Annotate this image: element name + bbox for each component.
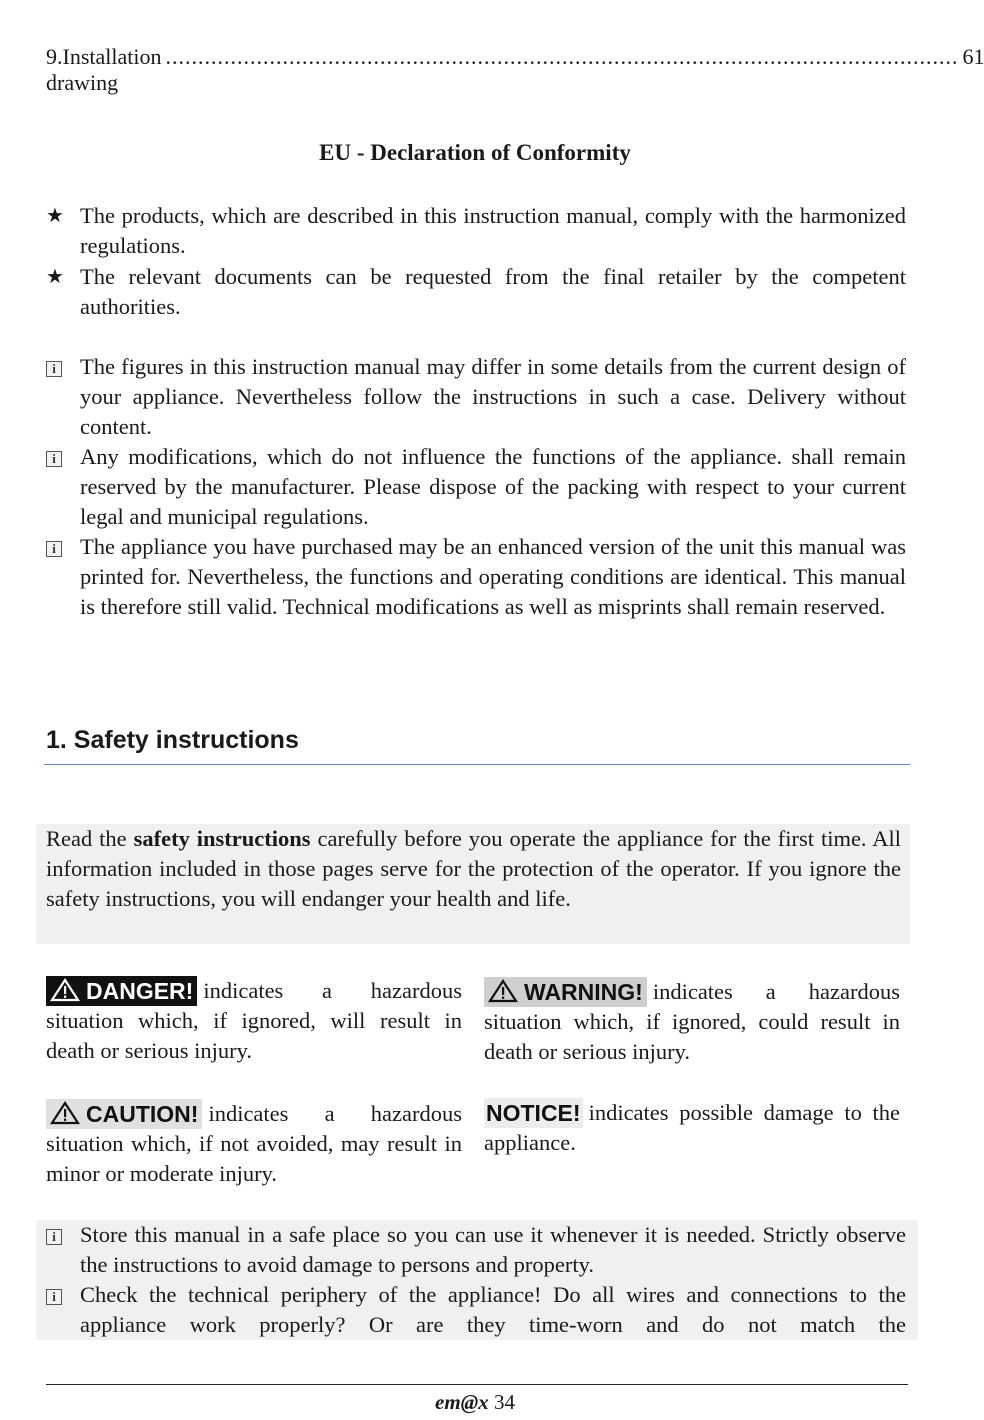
info-icon: i <box>46 1289 62 1305</box>
info-item-text: The appliance you have purchased may be an enhanced version of the unit this manual was printed for. Nevertheless, the functions and operating conditions are identical. This manual is therefore still valid. Technical modifications as well as misprints shall remain reserved. <box>80 534 906 619</box>
page-footer <box>0 1390 950 1415</box>
danger-label-text: DANGER! <box>86 978 194 1004</box>
caution-text: indicates a hazardous situation which, if not avoided, may result in minor or moderate injury. <box>46 1101 462 1186</box>
warning-label <box>484 977 647 1007</box>
info-item <box>46 352 906 442</box>
info-icon: i <box>46 541 62 557</box>
page-number: 34 <box>493 1390 515 1414</box>
caution-label-text: CAUTION! <box>86 1101 199 1127</box>
info-item-text: Check the technical periphery of the appliance! Do all wires and connections to the appliance work properly? Or are they time-worn and do not match the <box>80 1282 906 1337</box>
warning-triangle-icon <box>50 1101 80 1125</box>
notice-label: NOTICE! <box>486 1100 581 1126</box>
warning-text: indicates a hazardous situation which, if ignored, could result in death or serious injury. <box>484 979 900 1064</box>
star-icon: ★ <box>46 266 64 288</box>
toc-entry <box>46 44 984 95</box>
caution-definition <box>46 1099 462 1189</box>
info-item-text: Store this manual in a safe place so you can use it whenever it is needed. Strictly observe the instructions to avoid damage to persons and property. <box>80 1222 906 1277</box>
info-item <box>46 1280 906 1340</box>
info-item <box>46 532 906 622</box>
star-item-text: The products, which are described in this instruction manual, comply with the harmonized regulations. <box>80 203 906 258</box>
toc-leader-dots: .......................................................................................................................... <box>165 44 959 69</box>
info-item <box>46 442 906 532</box>
safety-intro-box <box>36 824 910 944</box>
brand-name: em@x <box>435 1390 489 1414</box>
section-divider <box>44 764 910 765</box>
warning-label-text: WARNING! <box>524 979 643 1005</box>
caution-label <box>46 1099 202 1129</box>
footer-divider <box>46 1384 908 1385</box>
danger-definition <box>46 976 462 1066</box>
toc-page-number: 61 <box>962 44 984 69</box>
toc-entry-title: 9.Installation drawing <box>46 44 162 95</box>
info-item <box>46 1220 906 1280</box>
info-icon: i <box>46 1229 62 1245</box>
warning-triangle-icon <box>50 978 80 1002</box>
star-item <box>46 262 906 322</box>
star-item <box>46 201 906 261</box>
declaration-title: EU - Declaration of Conformity <box>319 140 631 165</box>
notice-definition <box>484 1098 900 1158</box>
section-title: 1. Safety instructions <box>46 726 299 754</box>
intro-bold-text: safety instructions <box>133 826 311 851</box>
notice-text: indicates possible damage to the appliance. <box>484 1100 900 1155</box>
danger-text: indicates a hazardous situation which, if ignored, will result in death or serious injury. <box>46 978 462 1063</box>
warning-triangle-icon <box>488 979 518 1003</box>
intro-text-part: Read the <box>46 826 134 851</box>
info-icon: i <box>46 451 62 467</box>
info-item-text: The figures in this instruction manual may differ in some details from the current design of your appliance. Nevertheless follow the instructions in such a case. Delivery without content. <box>80 354 906 439</box>
intro-text-part: carefully before you operate the appliance for the first time. All information included in those pages serve for the protection of the operator. If you ignore the safety instructions, you will endanger your health and life. <box>46 826 902 911</box>
star-icon: ★ <box>46 205 64 227</box>
danger-label <box>46 976 197 1006</box>
star-item-text: The relevant documents can be requested from the final retailer by the competent authorities. <box>80 264 906 319</box>
warning-definition <box>484 977 900 1067</box>
info-icon: i <box>46 361 62 377</box>
safety-intro-text <box>46 824 901 914</box>
info-item-text: Any modifications, which do not influence the functions of the appliance. shall remain reserved by the manufacturer. Please dispose of the packing with respect to your current legal and municipal regulations. <box>80 444 906 529</box>
